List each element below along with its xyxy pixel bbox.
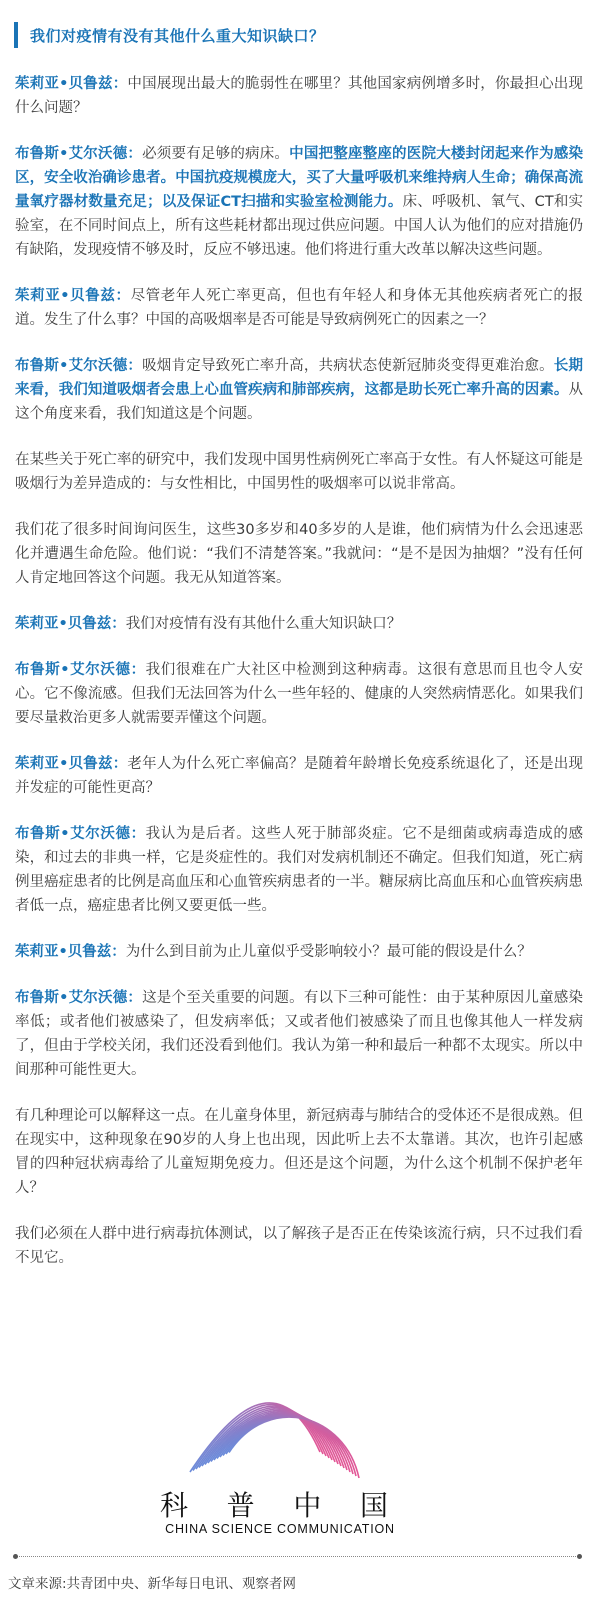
speaker-label: 茱莉亚•贝鲁兹： — [15, 76, 128, 92]
speaker-label: 茱莉亚•贝鲁兹： — [15, 288, 131, 304]
logo-char: 中 — [293, 1489, 324, 1522]
accent-bar — [14, 22, 18, 48]
highlight-text: 中国把整座整座的医院大楼封闭起来作为感染区，安全收治确诊患者。中国抗疫规模庞大，买了大量呼吸机来维持病人生命；确保高流量氧疗器材数量充足；以及保证CT扫描和实验室检测能力。 — [15, 146, 583, 210]
section-title: 我们对疫情有没有其他什么重大知识缺口？ — [30, 26, 325, 45]
paragraph — [15, 354, 583, 426]
speaker-label: 茱莉亚•贝鲁兹： — [15, 616, 126, 632]
paragraph — [15, 142, 583, 262]
paragraph-text: 我认为是后者。这些人死于肺部炎症。它不是细菌或病毒造成的感染，和过去的非典一样，它是炎症性的。我们对发病机制还不确定。但我们知道，死亡病例里癌症患者的比例是高血压和心血管疾病患者的一半。糖尿病比高血压和心血管疾病患者低一点，癌症患者比例又要更低一些。 — [15, 826, 583, 914]
paragraph-text: 我们很难在广大社区中检测到这种病毒。这很有意思而且也令人安心。它不像流感。但我们无法回答为什么一些年轻的、健康的人突然病情恶化。如果我们要尽量救治更多人就需要弄懂这个问题。 — [15, 662, 583, 726]
logo-char: 普 — [226, 1489, 257, 1522]
highlight-text: 长期来看，我们知道吸烟者会患上心血管疾病和肺部疾病，这都是助长死亡率升高的因素。 — [15, 358, 583, 398]
paragraph — [15, 1104, 583, 1200]
paragraph-text: 中国展现出最大的脆弱性在哪里？其他国家病例增多时，你最担心出现什么问题？ — [15, 76, 583, 116]
article-source: 文章来源:共青团中央、新华每日电讯、观察者网 — [8, 1576, 297, 1592]
paragraph-text: 老年人为什么死亡率偏高？是随着年龄增长免疫系统退化了，还是出现并发症的可能性更高？ — [15, 756, 583, 796]
paragraph — [15, 752, 583, 800]
section-header — [14, 20, 325, 50]
paragraph-text: 从这个角度来看，我们知道这是个问题。 — [15, 382, 583, 422]
paragraph-text: 床、呼吸机、氧气、CT和实验室，在不同时间点上，所有这些耗材都出现过供应问题。中国人认为他们的应对措施仍有缺陷，发现疫情不够及时，反应不够迅速。他们将进行重大改革以解决这些问题。 — [15, 194, 584, 258]
logo-chinese-text — [160, 1484, 390, 1524]
paragraph — [15, 658, 583, 730]
speaker-label: 茱莉亚•贝鲁兹： — [15, 756, 128, 772]
divider — [15, 1556, 580, 1557]
logo-char: 科 — [160, 1489, 191, 1522]
paragraph-text: 吸烟肯定导致死亡率升高，共病状态使新冠肺炎变得更难治愈。 — [142, 358, 554, 374]
paragraph — [15, 822, 583, 918]
paragraph — [15, 1222, 583, 1270]
paragraph-text: 我们花了很多时间询问医生，这些30多岁和40多岁的人是谁，他们病情为什么会迅速恶化并遭遇生命危险。他们说：“我们不清楚答案。”我就问：“是不是因为抽烟？”没有任何人肯定地回答这个问题。我无从知道答案。 — [15, 522, 583, 586]
paragraph — [15, 986, 583, 1082]
paragraph-text: 这是个至关重要的问题。有以下三种可能性：由于某种原因儿童感染率低；或者他们被感染了，但发病率低；又或者他们被感染了而且也像其他人一样发病了，但由于学校关闭，我们还没看到他们。我认为第一种和最后一种都不太现实。所以中间那种可能性更大。 — [15, 990, 583, 1078]
paragraph-text: 我们对疫情有没有其他什么重大知识缺口？ — [125, 616, 402, 632]
paragraph — [15, 612, 583, 636]
logo-english-text: CHINA SCIENCE COMMUNICATION — [165, 1522, 395, 1536]
paragraph-text: 必须要有足够的病床。 — [142, 146, 290, 162]
paragraph-text: 我们必须在人群中进行病毒抗体测试，以了解孩子是否正在传染该流行病，只不过我们看不见它。 — [15, 1226, 583, 1266]
paragraph — [15, 940, 583, 964]
paragraph — [15, 518, 583, 590]
speaker-label: 布鲁斯•艾尔沃德： — [15, 826, 146, 842]
logo-char: 国 — [359, 1489, 390, 1522]
paragraph — [15, 448, 583, 496]
paragraph-text: 在某些关于死亡率的研究中，我们发现中国男性病例死亡率高于女性。有人怀疑这可能是吸烟行为差异造成的：与女性相比，中国男性的吸烟率可以说非常高。 — [15, 452, 583, 492]
speaker-label: 布鲁斯•艾尔沃德： — [15, 662, 146, 678]
paragraph-text: 为什么到目前为止儿童似乎受影响较小？最可能的假设是什么？ — [125, 944, 532, 960]
paragraph-text: 尽管老年人死亡率更高，但也有年轻人和身体无其他疾病者死亡的报道。发生了什么事？中国的高吸烟率是否可能是导致病例死亡的因素之一？ — [15, 288, 583, 328]
paragraph — [15, 72, 583, 120]
speaker-label: 布鲁斯•艾尔沃德： — [15, 358, 143, 374]
speaker-label: 布鲁斯•艾尔沃德： — [15, 146, 143, 162]
article-body — [15, 72, 583, 1292]
speaker-label: 茱莉亚•贝鲁兹： — [15, 944, 126, 960]
paragraph-text: 有几种理论可以解释这一点。在儿童身体里，新冠病毒与肺结合的受体还不是很成熟。但在现实中，这种现象在90岁的人身上也出现，因此听上去不太靠谱。其次，也许引起感冒的四种冠状病毒给了儿童短期免疫力。但还是这个问题，为什么这个机制不保护老年人？ — [15, 1108, 583, 1196]
speaker-label: 布鲁斯•艾尔沃德： — [15, 990, 143, 1006]
paragraph — [15, 284, 583, 332]
